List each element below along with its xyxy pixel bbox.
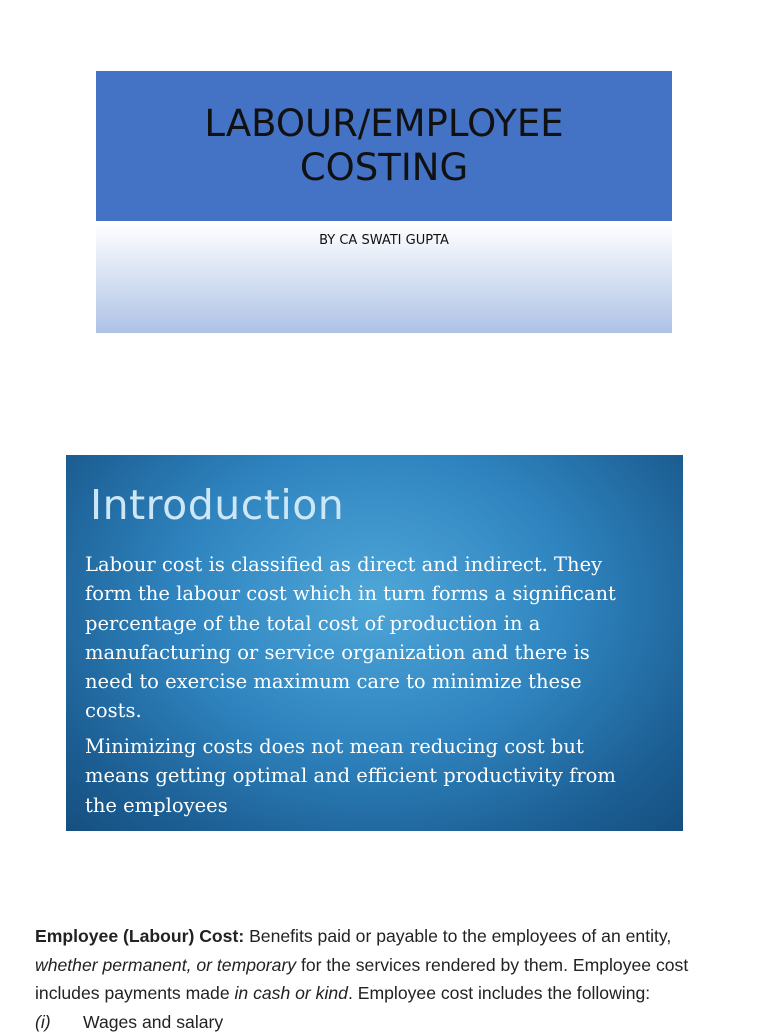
definition-line-3-text: . Employee cost includes the following: — [347, 983, 651, 1003]
document-title-line-1: LABOUR/EMPLOYEE — [204, 102, 564, 145]
introduction-slide — [66, 455, 683, 831]
subtitle-band — [96, 221, 672, 333]
introduction-paragraph-1: Labour cost is classified as direct and indirect. They form the labour cost which in turn forms a significant percentage of the total cost of production in a manufacturing or service organization and there is need to exercise maximum care to minimize these costs. — [85, 553, 616, 723]
list-item-text: Wages and salary — [83, 1012, 224, 1032]
document-title-line-2: COSTING — [299, 146, 469, 189]
definition-line-3-italic: in cash or kind — [234, 983, 348, 1003]
definition-line-3 — [35, 979, 755, 1008]
introduction-heading: Introduction — [90, 481, 345, 529]
introduction-paragraph-2: Minimizing costs does not mean reducing cost but means getting optimal and efficient productivity from the employees — [85, 735, 616, 817]
definition-line-2-text: for the services rendered by them. Employee cost — [296, 954, 689, 975]
definition-line-2 — [35, 951, 755, 980]
list-item-number: (i) — [35, 1012, 51, 1032]
definition-term: Employee (Labour) Cost: — [35, 926, 245, 946]
definition-line-1 — [35, 922, 755, 951]
title-slide — [96, 71, 672, 331]
definition-line-2-italic: whether permanent, or temporary — [35, 954, 297, 975]
author-byline: BY CA SWATI GUPTA — [319, 233, 449, 248]
employee-cost-definition — [35, 922, 755, 1008]
definition-line-1-text: Benefits paid or payable to the employees of an entity, — [244, 926, 672, 946]
title-band — [96, 71, 672, 221]
list-item — [35, 1008, 223, 1036]
definition-line-3-start: includes payments made — [35, 983, 235, 1003]
